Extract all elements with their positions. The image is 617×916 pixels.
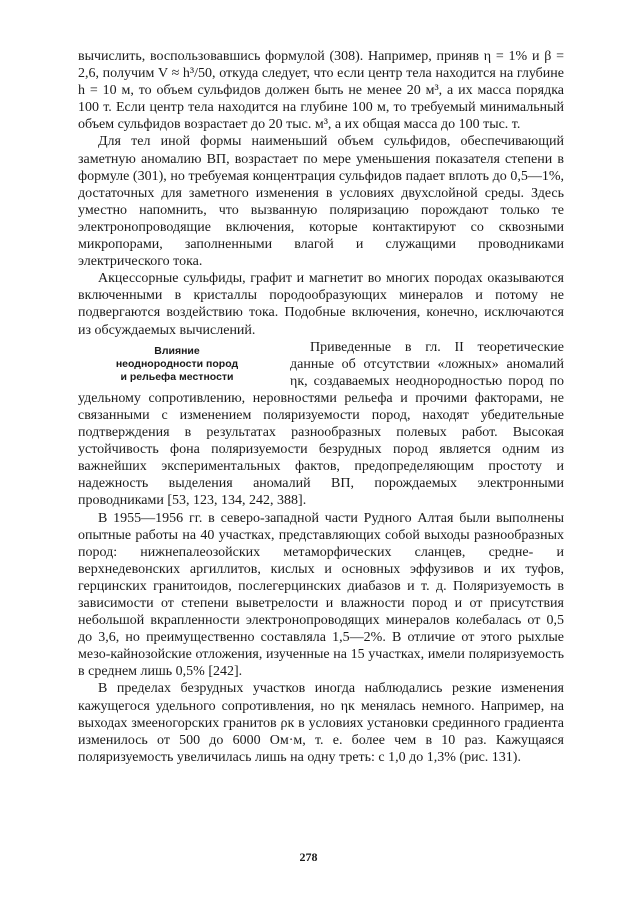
- page-number: 278: [299, 850, 318, 864]
- paragraph-6: В пределах безрудных участков иногда наблюдались резкие изменения кажущегося удельного сопротивления, но ηк менялась немного. Например, на выходах змееногорских гранитов ρк в условиях установки срединного градиента изменилось от 500 до 6000 Ом·м, т. е. более чем в 10 раз. Кажущаяся поляризуемость увеличилась лишь на одну треть: с 1,0 до 1,3% (рис. 131).: [78, 681, 564, 765]
- paragraph-4: Приведенные в гл. II теоретические данные об отсутствии «ложных» аномалий ηк, создаваемых неоднородностью пород по удельному сопротивлению, неровностями рельефа и прочими факторами, не связанными с изменением поляризуемости пород, находят убедительные подтверждения в результатах разнообразных полевых работ. Высокая устойчивость фона поляризуемости безрудных пород является одним из важнейших экспериментальных фактов, предопределяющим простоту и надежность выделения аномалий ВП, порождаемых электронными проводниками [53, 123, 134, 242, 388].: [78, 339, 564, 509]
- section-sidenote: [78, 339, 276, 384]
- sidenote-line-2: неоднородности пород: [115, 357, 239, 370]
- sidenote-line-1: Влияние: [154, 344, 200, 357]
- paragraph-5: В 1955—1956 гг. в северо-западной части Рудного Алтая были выполнены опытные работы на 40 участках, представляющих собой выходы разнообразных пород: нижнепалеозойских метаморфических сланцев, средне- и верхнедевонских аргиллитов, кислых и основных эффузивов и их туфов, герцинских гранитоидов, послегерцинских диабазов и т. д. Поляризуемость в зависимости от степени выветрелости и влажности пород и от присутствия небольшой вкрапленности электронопроводящих минералов колебалась от 0,5 до 3,6, но преимущественно составляла 1,5—2%. В отличие от этого рыхлые мезо-кайнозойские отложения, изученные на 15 участках, имели поляризуемость в среднем лишь 0,5% [242].: [78, 510, 564, 680]
- sidenote-line-3: и рельефа местности: [120, 370, 234, 383]
- paragraph-1: вычислить, воспользовавшись формулой (308). Например, приняв η = 1% и β = 2,6, получим V ≈ h³/50, откуда следует, что если центр тела находится на глубине h = 10 м, то объем сульфидов должен быть не менее 20 м³, а их масса порядка 100 т. Если центр тела находится на глубине 100 м, то требуемый минимальный объем сульфидов возрастает до 20 тыс. м³, а их общая масса до 100 тыс. т.: [78, 49, 564, 133]
- body-text: [78, 48, 564, 766]
- paragraph-2: Для тел иной формы наименьший объем сульфидов, обеспечивающий заметную аномалию ВП, возрастает по мере уменьшения показателя степени в формуле (301), но требуемая концентрация сульфидов падает вплоть до 0,5—1%, достаточных для заметного изменения в условиях двухслойной среды. Здесь уместно напомнить, что вызванную поляризацию порождают только те электронопроводящие включения, которые контактируют со сквозными микропорами, заполненными влагой и служащими проводниками электрического тока.: [78, 134, 564, 270]
- paragraph-3: Акцессорные сульфиды, графит и магнетит во многих породах оказываются включенными в кристаллы породообразующих минералов и потому не подвергаются воздействию тока. Подобные включения, конечно, исключаются из обсуждаемых вычислений.: [78, 271, 564, 338]
